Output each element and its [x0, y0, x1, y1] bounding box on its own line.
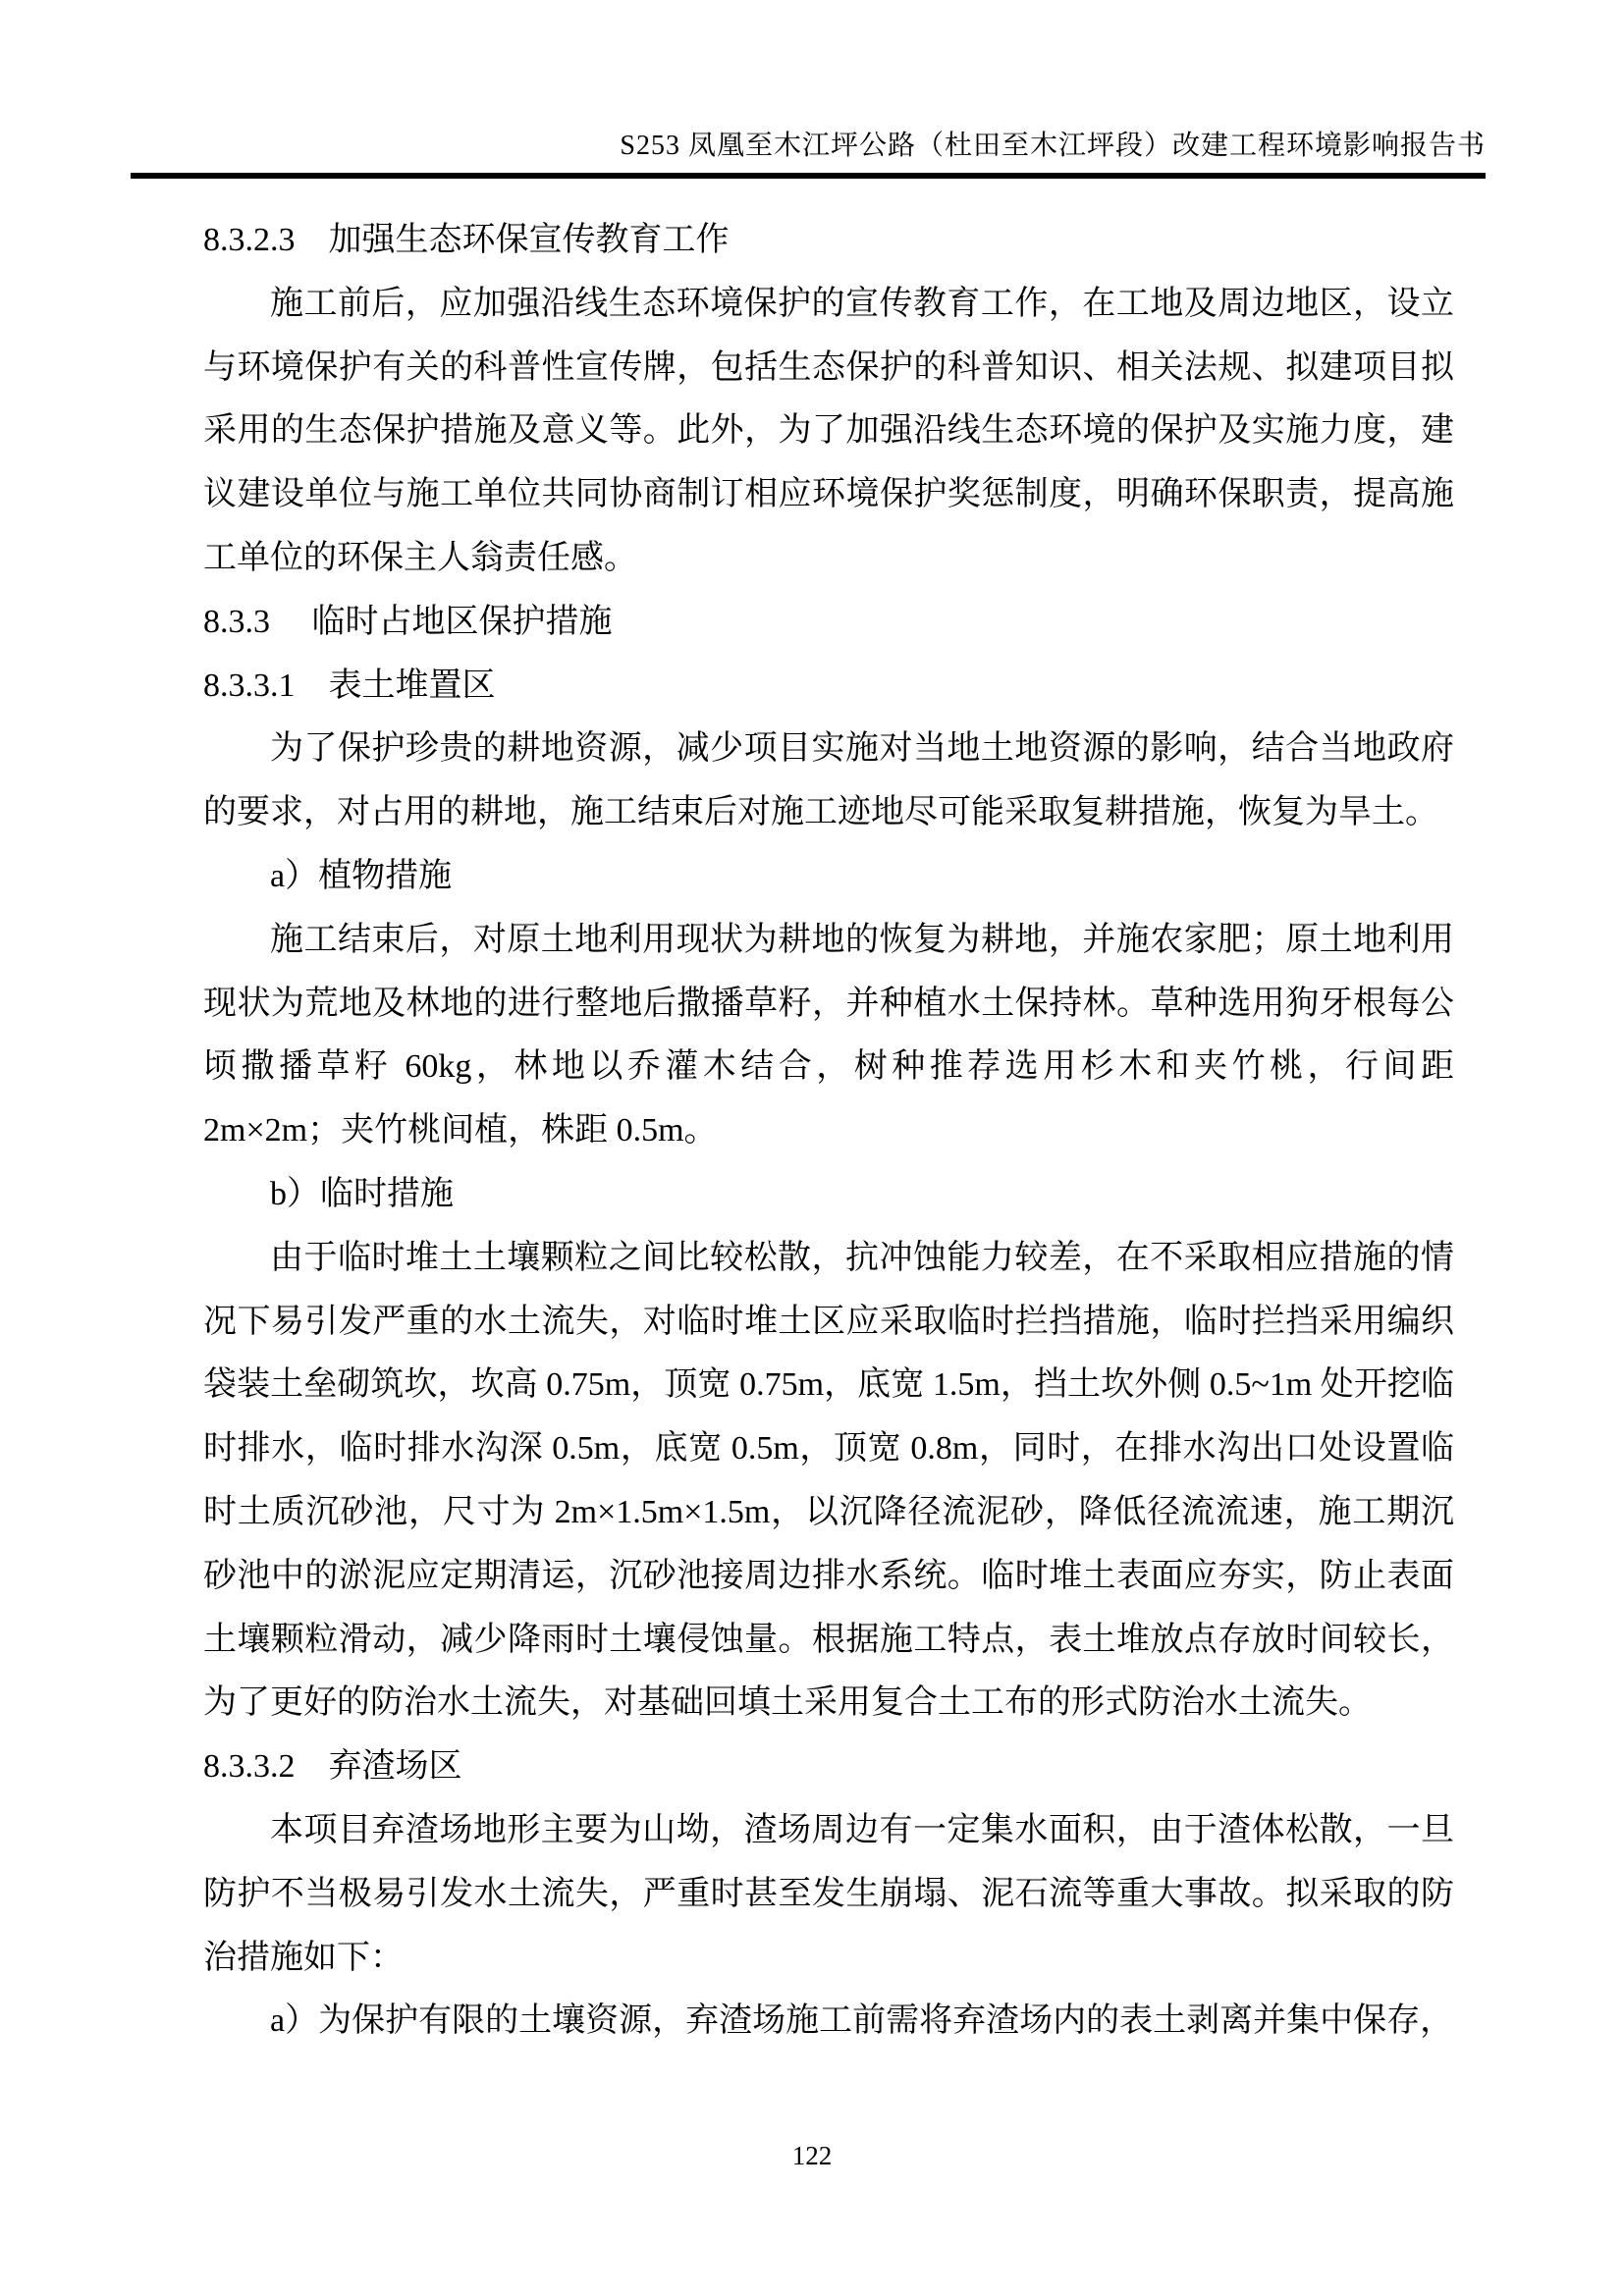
section-heading-833: 8.3.3 临时占地区保护措施 — [203, 603, 613, 640]
section-heading-8332: 8.3.3.2 弃渣场区 — [203, 1748, 462, 1786]
body-paragraph: 施工前后，应加强沿线生态环境保护的宣传教育工作，在工地及周边地区，设立与环境保护有关的科普性宣传牌，包括生态保护的科普知识、相关法规、拟建项目拟采用的生态保护措施及意义等。此外，为了加强沿线生态环境的保护及实施力度，建议建设单位与施工单位共同协商制订相应环境保护奖惩制度，明确环保职责，提高施工单位的环保主人翁责任感。 — [203, 285, 1454, 576]
section-heading-8331: 8.3.3.1 表土堆置区 — [203, 667, 496, 704]
page-number: 122 — [791, 2141, 833, 2170]
list-item-a-topsoil: a）为保护有限的土壤资源，弃渣场施工前需将弃渣场内的表土剥离并集中保存， — [270, 2002, 1454, 2040]
header-rule-divider — [131, 173, 1486, 179]
body-paragraph: 为了保护珍贵的耕地资源，减少项目实施对当地土地资源的影响，结合当地政府的要求，对占用的耕地，施工结束后对施工迹地尽可能采取复耕措施，恢复为旱土。 — [203, 730, 1454, 831]
body-paragraph: 由于临时堆土土壤颗粒之间比较松散，抗冲蚀能力较差，在不采取相应措施的情况下易引发严重的水土流失，对临时堆土区应采取临时拦挡措施，临时拦挡采用编织袋装土垒砌筑坎，坎高 0.75m，顶宽 0.75m，底宽 1.5m，挡土坎外侧 0.5~1m 处开挖临时排水，临时排水沟深 0.5m，底宽 0.5m，顶宽 0.8m，同时，在排水沟出口处设置临时土质沉砂池，尺寸为 2m×1.5m×1.5m，以沉降径流泥砂，降低径流流速，施工期沉砂池中的淤泥应定期清运，沉砂池接周边排水系统。临时堆土表面应夯实，防止表面土壤颗粒滑动，减少降雨时土壤侵蚀量。根据施工特点，表土堆放点存放时间较长，为了更好的防治水土流失，对基础回填土采用复合土工布的形式防治水土流失。 — [203, 1239, 1454, 1722]
section-heading-8323: 8.3.2.3 加强生态环保宣传教育工作 — [203, 222, 730, 258]
running-header: S253 凤凰至木江坪公路（杜田至木江坪段）改建工程环境影响报告书 — [620, 131, 1486, 161]
list-item-a-plant: a）植物措施 — [270, 857, 453, 894]
list-item-b-temp: b）临时措施 — [270, 1175, 454, 1212]
body-paragraph: 本项目弃渣场地形主要为山坳，渣场周边有一定集水面积，由于渣体松散，一旦防护不当极易引发水土流失，严重时甚至发生崩塌、泥石流等重大事故。拟采取的防治措施如下： — [203, 1811, 1454, 1976]
body-paragraph: 施工结束后，对原土地利用现状为耕地的恢复为耕地，并施农家肥；原土地利用现状为荒地及林地的进行整地后撒播草籽，并种植水土保持林。草种选用狗牙根每公顷撒播草籽 60kg，林地以乔灌木结合，树种推荐选用杉木和夹竹桃，行间距 2m×2m；夹竹桃间植，株距 0.5m。 — [203, 921, 1454, 1149]
document-body — [203, 209, 1454, 2054]
